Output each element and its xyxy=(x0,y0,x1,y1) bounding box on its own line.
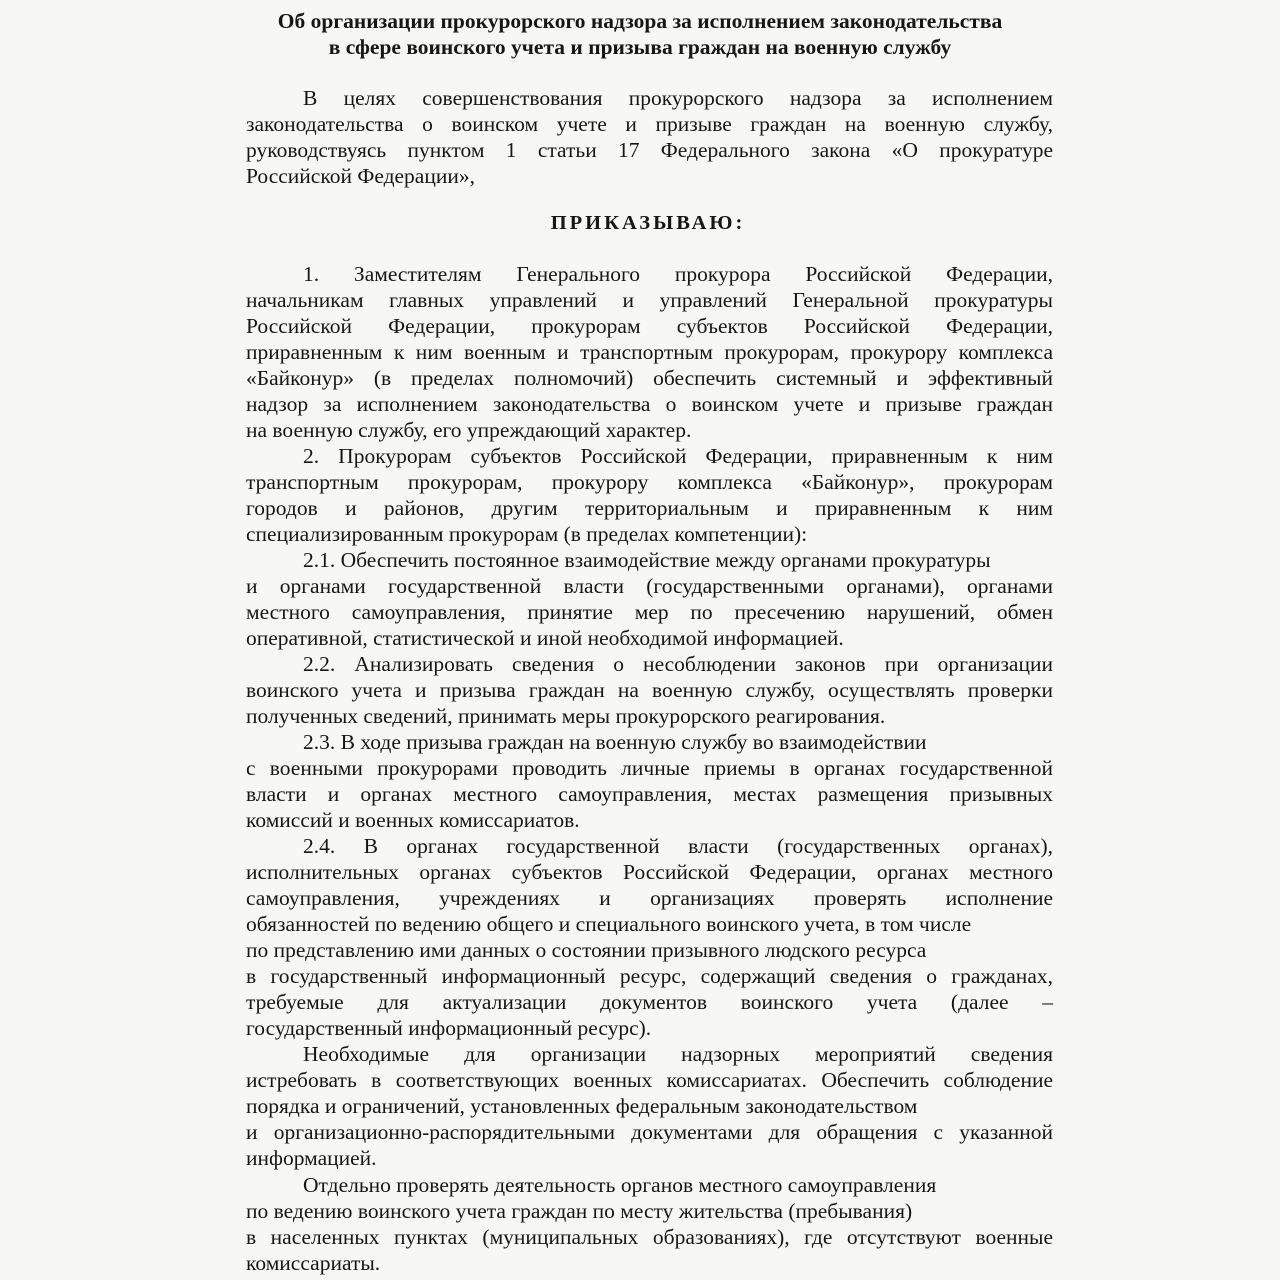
body-line: и органами государственной власти (государственными органами), органами xyxy=(246,574,1053,598)
body-line: начальникам главных управлений и управлений Генеральной прокуратуры xyxy=(246,288,1053,312)
body-line: исполнительных органах субъектов Российской Федерации, органах местного xyxy=(246,860,1053,884)
body-line: полученных сведений, принимать меры прокурорского реагирования. xyxy=(246,704,886,728)
body-line: самоуправления, учреждениях и организациях проверять исполнение xyxy=(246,886,1053,910)
preamble-line: Российской Федерации», xyxy=(246,164,475,188)
body-line: 2.4. В органах государственной власти (государственных органах), xyxy=(303,834,1053,858)
body-line: оперативной, статистической и иной необходимой информацией. xyxy=(246,626,844,650)
body-line: с военными прокурорами проводить личные приемы в органах государственной xyxy=(246,756,1053,780)
order-heading: ПРИКАЗЫВАЮ: xyxy=(550,212,746,234)
body-line: приравненным к ним военным и транспортным прокурорам, прокурору комплекса xyxy=(246,340,1053,364)
body-line: власти и органах местного самоуправления, местах размещения призывных xyxy=(246,782,1053,806)
body-line: 2.3. В ходе призыва граждан на военную службу во взаимодействии xyxy=(303,730,927,754)
body-line: местного самоуправления, принятие мер по пресечению нарушений, обмен xyxy=(246,600,1053,624)
title-line: Об организации прокурорского надзора за исполнением законодательства xyxy=(277,9,1003,33)
body-line: Отдельно проверять деятельность органов местного самоуправления xyxy=(303,1173,937,1197)
body-line: в населенных пунктах (муниципальных образованиях), где отсутствуют военные xyxy=(246,1225,1053,1249)
title-line: в сфере воинского учета и призыва граждан на военную службу xyxy=(328,35,952,59)
body-line: комиссариаты. xyxy=(246,1251,381,1275)
body-line: по представлению ими данных о состоянии призывного людского ресурса xyxy=(246,938,927,962)
body-line: Необходимые для организации надзорных мероприятий сведения xyxy=(303,1042,1053,1066)
body-line: надзор за исполнением законодательства о воинском учете и призыве граждан xyxy=(246,392,1053,416)
body-line: Российской Федерации, прокурорам субъектов Российской Федерации, xyxy=(246,314,1053,338)
document-title xyxy=(0,8,1280,60)
body-line: 1. Заместителям Генерального прокурора Российской Федерации, xyxy=(303,262,1053,286)
body-line: порядка и ограничений, установленных федеральным законодательством xyxy=(246,1094,918,1118)
body-line: «Байконур» (в пределах полномочий) обеспечить системный и эффективный xyxy=(246,366,1053,390)
body-line: и организационно-распорядительными документами для обращения с указанной xyxy=(246,1120,1053,1144)
body-line: истребовать в соответствующих военных комиссариатах. Обеспечить соблюдение xyxy=(246,1068,1053,1092)
preamble-line: законодательства о воинском учете и призыве граждан на военную службу, xyxy=(246,112,1053,136)
body-line: специализированным прокурорам (в пределах компетенции): xyxy=(246,522,808,546)
body-line: воинского учета и призыва граждан на военную службу, осуществлять проверки xyxy=(246,678,1053,702)
preamble-line: В целях совершенствования прокурорского надзора за исполнением xyxy=(303,86,1053,110)
body-line: транспортным прокурорам, прокурору комплекса «Байконур», прокурорам xyxy=(246,470,1053,494)
body-line: комиссий и военных комиссариатов. xyxy=(246,808,580,832)
body-line: на военную службу, его упреждающий характер. xyxy=(246,418,692,442)
body-line: по ведению воинского учета граждан по месту жительства (пребывания) xyxy=(246,1199,913,1223)
body-line: 2.2. Анализировать сведения о несоблюдении законов при организации xyxy=(303,652,1053,676)
body-line: 2.1. Обеспечить постоянное взаимодействие между органами прокуратуры xyxy=(303,548,991,572)
body-line: 2. Прокурорам субъектов Российской Федерации, приравненным к ним xyxy=(303,444,1053,468)
body-line: государственный информационный ресурс). xyxy=(246,1016,652,1040)
body-line: в государственный информационный ресурс, содержащий сведения о гражданах, xyxy=(246,964,1053,988)
body-line: требуемые для актуализации документов воинского учета (далее – xyxy=(246,990,1053,1014)
preamble-line: руководствуясь пунктом 1 статьи 17 Федерального закона «О прокуратуре xyxy=(246,138,1053,162)
body-line: информацией. xyxy=(246,1146,377,1170)
body-line: обязанностей по ведению общего и специального воинского учета, в том числе xyxy=(246,912,972,936)
body-line: городов и районов, другим территориальным и приравненным к ним xyxy=(246,496,1053,520)
